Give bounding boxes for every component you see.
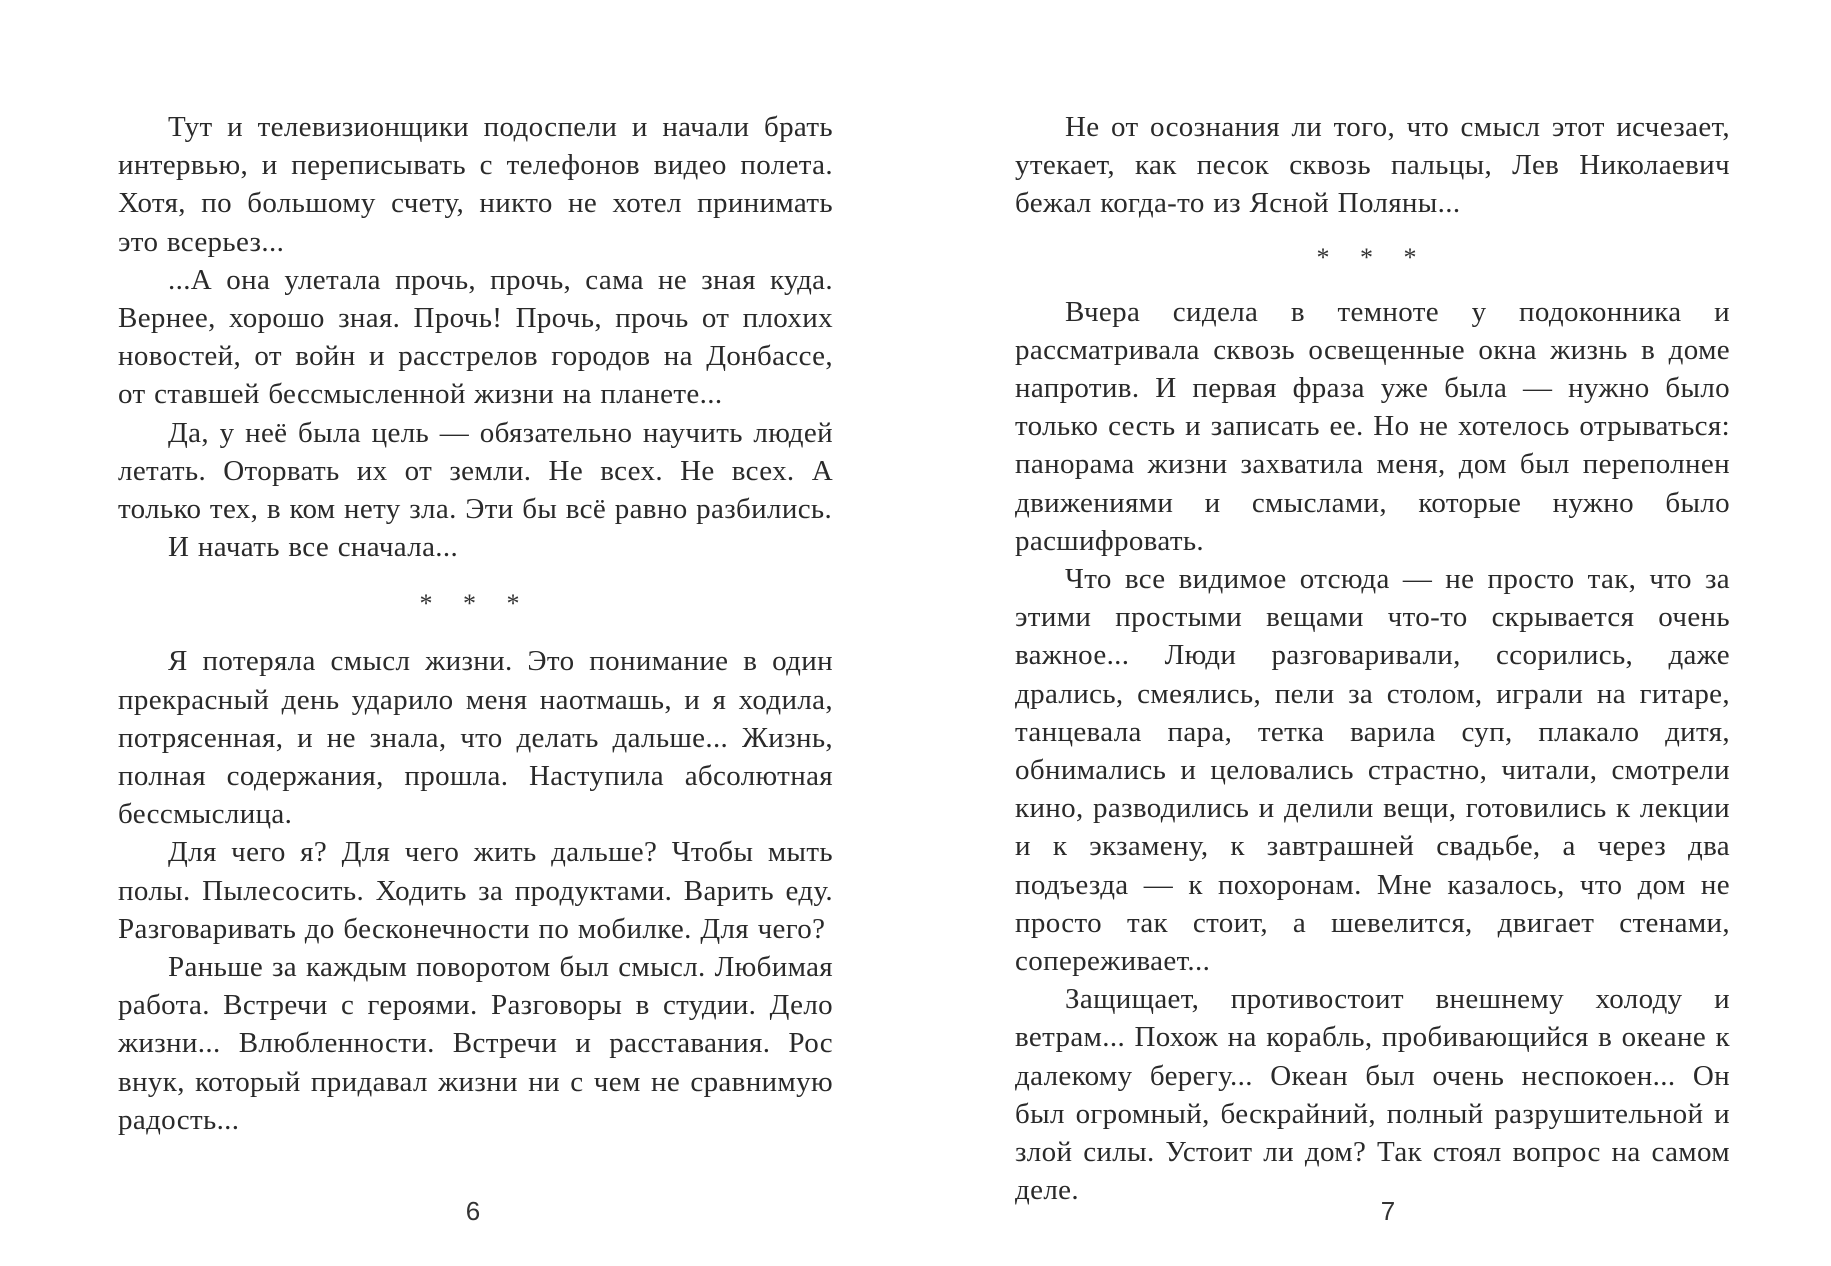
paragraph: Я потеряла смысл жизни. Это понимание в один прекрасный день ударило меня наотмашь, и я ходила, потрясенная, и не знала, что делать дальше... Жизнь, полная содержания, прошла. Наступила абсолютная бессмыслица. [118,645,833,831]
left-page-text [118,108,833,1139]
paragraph: И начать все сначала... [168,531,459,564]
paragraph: Раньше за каждым поворотом был смысл. Любимая работа. Встречи с героями. Разговоры в студии. Дело жизни... Влюбленности. Встречи и расставания. Рос внук, который придавал жизни ни с чем не сравнимую радость... [118,951,833,1136]
section-separator: * * * [419,589,532,619]
section-separator: * * * [1316,242,1429,272]
paragraph: Вчера сидела в темноте у подоконника и рассматривала сквозь освещенные окна жизнь в доме напротив. И первая фраза уже была — нужно было только сесть и записать ее. Но не хотелось отрываться: панорама жизни захватила меня, дом был переполнен движениями и смыслами, которые нужно было расшифровать. [1015,295,1730,557]
right-page-text [1015,108,1730,1209]
paragraph: Тут и телевизионщики подоспели и начали брать интервью, и переписывать с телефонов видео полета. Хотя, по большому счету, никто не хотел принимать это всерьез... [118,111,833,258]
right-page [915,0,1831,1266]
page-number: 6 [465,1196,481,1226]
paragraph: ...А она улетала прочь, прочь, сама не зная куда. Вернее, хорошо зная. Прочь! Прочь, прочь от плохих новостей, от войн и расстрелов городов на Донбассе, от ставшей бессмысленной жизни на планете... [118,263,833,411]
left-page [0,0,915,1266]
paragraph: Не от осознания ли того, что смысл этот исчезает, утекает, как песок сквозь пальцы, Лев Николаевич бежал когда-то из Ясной Поляны... [1015,111,1730,220]
page-number: 7 [1380,1196,1396,1226]
paragraph: Что все видимое отсюда — не просто так, что за этими простыми вещами что-то скрывается очень важное... Люди разговаривали, ссорились, даже дрались, смеялись, пели за столом, играли на гитаре, танцевала пара, тетка варила суп, плакало дитя, обнимались и целовались страстно, читали, смотрели кино, разводились и делили вещи, готовились к лекции и к экзамену, к завтрашней свадьбе, а через два подъезда — к похоронам. Мне казалось, что дом не просто так стоит, а шевелится, двигает стенами, сопереживает... [1015,563,1730,978]
paragraph: Защищает, противостоит внешнему холоду и ветрам... Похож на корабль, пробивающийся в океане к далекому берегу... Океан был очень неспокоен... Он был огромный, бескрайний, полный разрушительной и злой силы. Устоит ли дом? Так стоял вопрос на самом деле. [1015,983,1730,1207]
paragraph: Да, у неё была цель — обязательно научить людей летать. Оторвать их от земли. Не всех. Не всех. А только тех, в ком нету зла. Эти бы всё равно разбились. [118,416,833,526]
paragraph: Для чего я? Для чего жить дальше? Чтобы мыть полы. Пылесосить. Ходить за продуктами. Варить еду. Разговаривать до бесконечности по мобилке. Для чего? [118,836,833,945]
